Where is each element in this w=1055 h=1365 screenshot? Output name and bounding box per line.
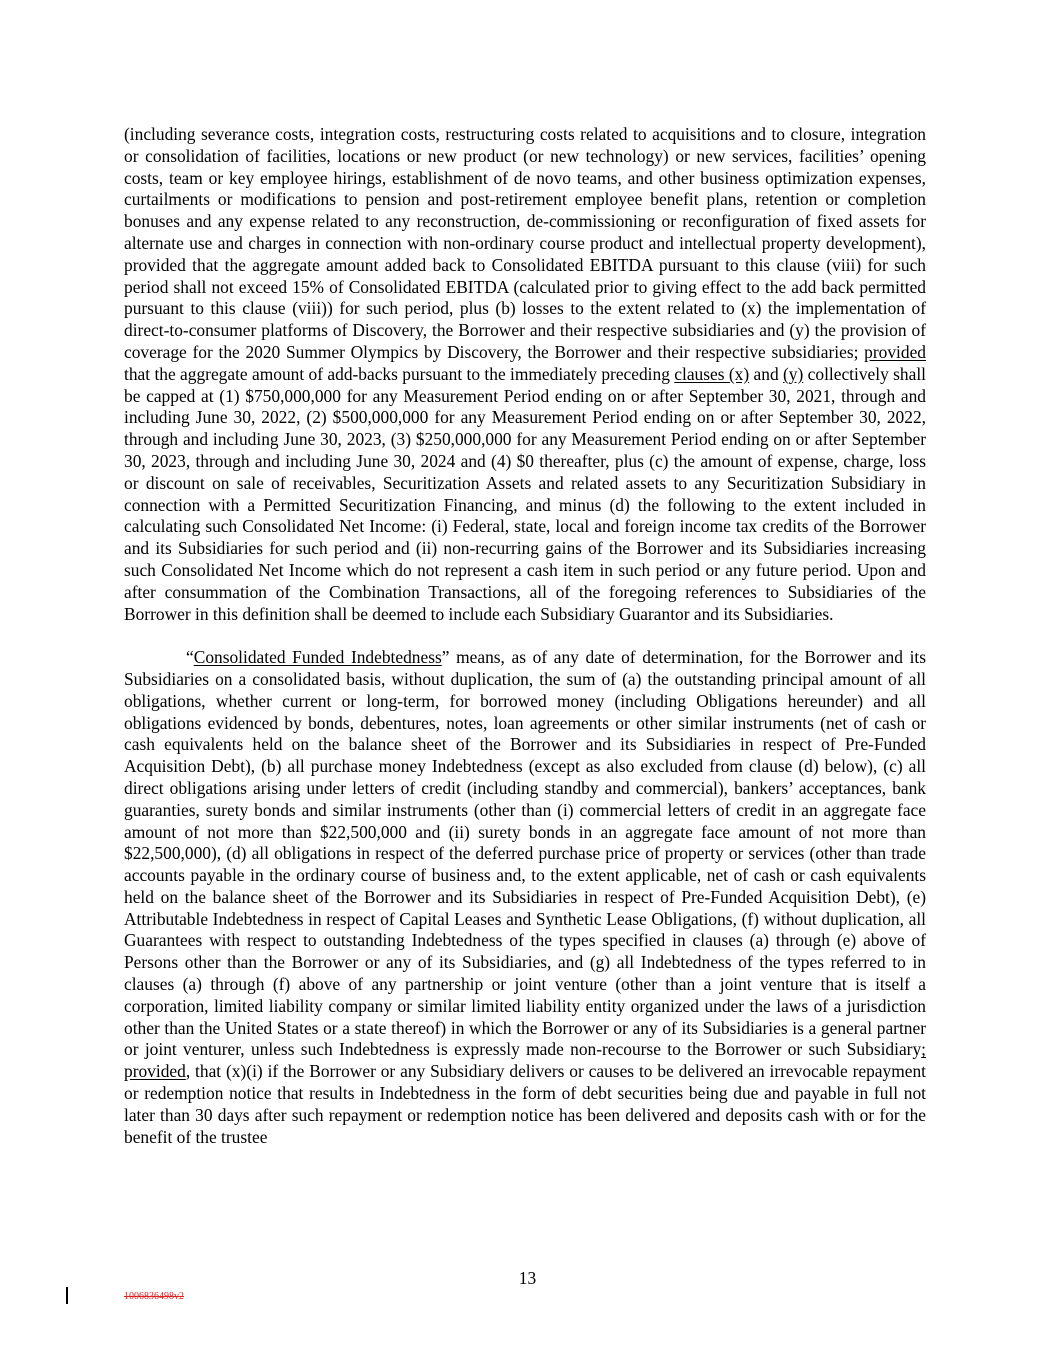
- open-quote: “: [186, 647, 194, 668]
- clause-reference-x: clauses (x): [674, 363, 750, 384]
- paragraph-text: ” means, as of any date of determination, for the Borrower and its Subsidiaries on a consolidated basis, without duplication, the sum of (a) the outstanding principal amount of all obligations, whether current or long-term, for borrowed money (including Obligations hereunder) and all obligations evidenced by bonds, debentures, notes, loan agreements or other similar instruments (net of cash or cash equivalents held on the balance sheet of the Borrower and its Subsidiaries in respect of Pre-Funded Acquisition Debt), (b) all purchase money Indebtedness (except as also excluded from clause (d) below), (c) all direct obligations arising under letters of credit (including standby and commercial), bankers’ acceptances, bank guaranties, surety bonds and similar instruments (other than (i) commercial letters of credit in an aggregate face amount of not more than $22,500,000 and (ii) surety bonds in an aggregate face amount of not more than $22,500,000), (d) all obligations in respect of the deferred purchase price of property or services (other than trade accounts payable in the ordinary course of business and, to the extent applicable, net of cash or cash equivalents held on the balance sheet of the Borrower and its Subsidiaries in respect of Pre-Funded Acquisition Debt), (e) Attributable Indebtedness in respect of Capital Leases and Synthetic Lease Obligations, (f) without duplication, all Guarantees with respect to outstanding Indebtedness of the types specified in clauses (a) through (e) above of Persons other than the Borrower or any of its Subsidiaries, and (g) all Indebtedness of the types referred to in clauses (a) through (f) above of any partnership or joint venture (other than a joint venture that is itself a corporation, limited liability company or similar limited liability entity organized under the laws of a jurisdiction other than the United States or a state thereof) in which the Borrower or any of its Subsidiaries is a general partner or joint venturer, unless such Indebtedness is expressly made non-recourse to the Borrower or such Subsidiary: [124, 647, 927, 1060]
- paragraph-consolidated-funded-indebtedness: [124, 647, 926, 1148]
- page-number: 13: [518, 1268, 537, 1288]
- document-body: [124, 124, 926, 1148]
- paragraph-text: (including severance costs, integration costs, restructuring costs related to acquisitions and to closure, integration or consolidation of facilities, locations or new product (or new technology) or new services, facilities’ opening costs, team or key employee hirings, establishment of de novo teams, and other business optimization expenses, curtailments or modifications to pension and post-retirement employee benefit plans, retention or completion bonuses and any expense related to any reconstruction, de-commissioning or reconfiguration of fixed assets for alternate use and charges in connection with non-ordinary course product and intellectual property development), provided that the aggregate amount added back to Consolidated EBITDA pursuant to this clause (viii) for such period shall not exceed 15% of Consolidated EBITDA (calculated prior to giving effect to the add back permitted pursuant to this clause (viii)) for such period, plus (b) losses to the extent related to (x) the implementation of direct-to-consumer platforms of Discovery, the Borrower and their respective subsidiaries and (y) the provision of coverage for the 2020 Summer Olympics by Discovery, the Borrower and their respective subsidiaries;: [124, 124, 926, 362]
- defined-term-heading: Consolidated Funded Indebtedness: [193, 647, 442, 668]
- document-id-footer: 1006836498v2: [124, 1291, 184, 1302]
- defined-term-provided: ; provided: [124, 1039, 926, 1082]
- revision-change-bar: [66, 1287, 68, 1304]
- paragraph-text: that the aggregate amount of add-backs pursuant to the immediately preceding: [124, 363, 675, 384]
- clause-reference-y: (y): [783, 363, 804, 384]
- paragraph-text: and: [749, 363, 784, 384]
- defined-term-provided: provided: [864, 341, 926, 362]
- paragraph-text: , that (x)(i) if the Borrower or any Subsidiary delivers or causes to be delivered an irrevocable repayment or redemption notice that results in Indebtedness in the form of debt securities being due and payable in full not later than 30 days after such repayment or redemption notice has been delivered and deposits cash with or for the benefit of the trustee: [124, 1061, 926, 1147]
- paragraph-consolidated-ebitda-continued: [124, 124, 926, 625]
- paragraph-text: collectively shall be capped at (1) $750,000,000 for any Measurement Period ending on or after September 30, 2021, through and including June 30, 2022, (2) $500,000,000 for any Measurement Period ending on or after September 30, 2022, through and including June 30, 2023, (3) $250,000,000 for any Measurement Period ending on or after September 30, 2023, through and including June 30, 2024 and (4) $0 thereafter, plus (c) the amount of expense, charge, loss or discount on sale of receivables, Securitization Assets and related assets to any Securitization Subsidiary in connection with a Permitted Securitization Financing, and minus (d) the following to the extent included in calculating such Consolidated Net Income: (i) Federal, state, local and foreign income tax credits of the Borrower and its Subsidiaries for such period and (ii) non-recurring gains of the Borrower and its Subsidiaries increasing such Consolidated Net Income which do not represent a cash item in such period or any future period. Upon and after consummation of the Combination Transactions, all of the foregoing references to Subsidiaries of the Borrower in this definition shall be deemed to include each Subsidiary Guarantor and its Subsidiaries.: [124, 363, 926, 624]
